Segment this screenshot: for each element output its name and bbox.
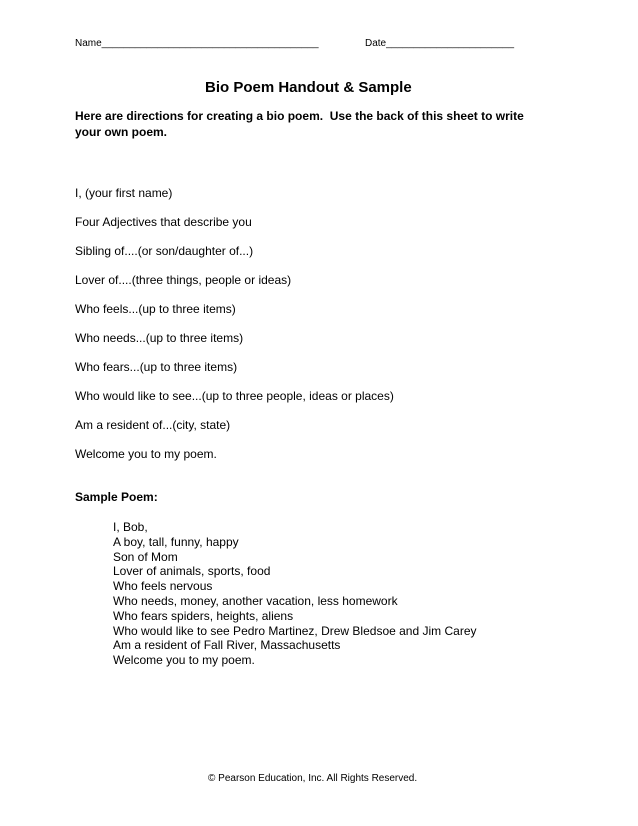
- direction-item: Who fears...(up to three items): [75, 360, 238, 374]
- poem-line: Lover of animals, sports, food: [113, 564, 271, 579]
- sample-poem: [113, 520, 477, 668]
- poem-line: Am a resident of Fall River, Massachusetts: [113, 638, 341, 653]
- poem-line: A boy, tall, funny, happy: [113, 534, 239, 549]
- direction-item: Who needs...(up to three items): [75, 331, 244, 345]
- intro-line-1: Here are directions for creating a bio poem. Use the back of this sheet to write: [75, 109, 524, 123]
- copyright-footer: © Pearson Education, Inc. All Rights Reserved.: [208, 773, 418, 784]
- poem-line: Who would like to see Pedro Martinez, Drew Bledsoe and Jim Carey: [113, 623, 477, 638]
- intro-line-2: your own poem.: [75, 125, 168, 139]
- page-title: Bio Poem Handout & Sample: [205, 79, 412, 96]
- direction-item: Am a resident of...(city, state): [75, 418, 231, 432]
- direction-item: Four Adjectives that describe you: [75, 215, 252, 229]
- direction-item: Who feels...(up to three items): [75, 302, 236, 316]
- direction-item: Lover of....(three things, people or ideas): [75, 273, 292, 287]
- poem-line: Who feels nervous: [113, 579, 213, 594]
- poem-line: Welcome you to my poem.: [113, 653, 255, 668]
- direction-item: I, (your first name): [75, 186, 173, 200]
- poem-line: Who needs, money, another vacation, less homework: [113, 593, 398, 608]
- date-field: Date_______________________: [365, 38, 515, 49]
- poem-line: Son of Mom: [113, 549, 178, 564]
- poem-line: Who fears spiders, heights, aliens: [113, 608, 294, 623]
- poem-line: I, Bob,: [113, 520, 148, 534]
- direction-item: Who would like to see...(up to three people, ideas or places): [75, 389, 394, 403]
- sample-heading: Sample Poem:: [75, 490, 158, 504]
- direction-item: Welcome you to my poem.: [75, 447, 217, 461]
- name-field: Name_______________________________________: [75, 38, 319, 49]
- direction-item: Sibling of....(or son/daughter of...): [75, 244, 254, 258]
